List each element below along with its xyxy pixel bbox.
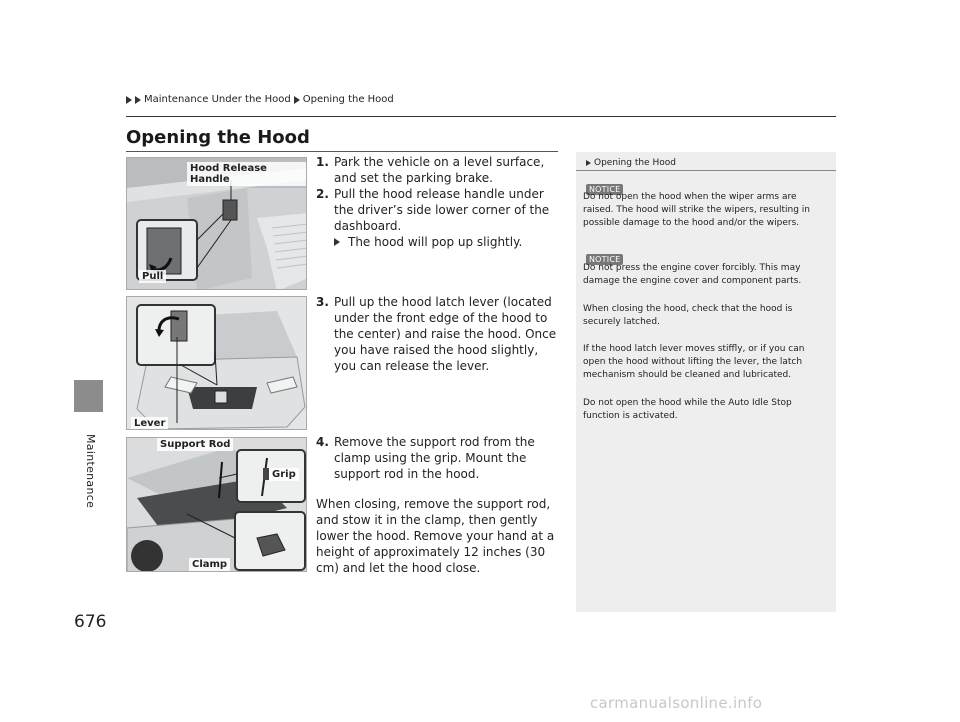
label-grip: Grip	[269, 468, 299, 481]
panel-para-3: Do not open the hood while the Auto Idle Stop function is activated.	[583, 398, 792, 421]
hood-release-illustration	[126, 157, 307, 290]
label-hood-release-handle: Hood Release Handle	[187, 162, 306, 186]
label-lever: Lever	[131, 417, 168, 430]
notice-badge-2: NOTICE	[586, 247, 623, 266]
steps-1-2	[316, 154, 562, 250]
notice-badge-1: NOTICE	[586, 177, 623, 196]
step-4: 4. Remove the support rod from the clamp using the grip. Mount the support rod in the hood.	[316, 435, 535, 481]
page-title: Opening the Hood	[126, 127, 310, 148]
panel-para-1: When closing the hood, check that the hood is securely latched.	[583, 304, 793, 327]
panel-para-2: If the hood latch lever moves stiffly, or if you can open the hood without lifting the lever, the latch mechanism should be cleaned and lubricated.	[583, 344, 805, 380]
step-2: 2. Pull the hood release handle under the driver’s side lower corner of the dashboard.	[316, 187, 550, 233]
label-clamp: Clamp	[189, 558, 230, 571]
notice-text-1: Do not open the hood when the wiper arms are raised. The hood will strike the wipers, resulting in possible damage to the hood and/or the wipers.	[583, 192, 810, 228]
watermark: carmanualsonline.info	[590, 694, 763, 712]
section-label: Maintenance	[84, 434, 97, 509]
step-2-result: The hood will pop up slightly.	[316, 234, 562, 250]
page-number: 676	[74, 612, 107, 632]
label-pull: Pull	[139, 270, 166, 283]
title-rule	[126, 151, 558, 152]
notice-text-2: Do not press the engine cover forcibly. This may damage the engine cover and component parts.	[583, 263, 802, 286]
triangle-icon	[135, 96, 141, 104]
breadcrumb	[126, 94, 394, 105]
closing-instructions: When closing, remove the support rod, and stow it in the clamp, then gently lower the hood. Remove your hand at a height of approximately 12 inches (30 cm) and let the hood close.	[316, 497, 555, 575]
label-support-rod: Support Rod	[157, 438, 233, 451]
step-1: 1. Park the vehicle on a level surface, and set the parking brake.	[316, 155, 545, 185]
step-3: 3. Pull up the hood latch lever (located under the front edge of the hood to the center) and raise the hood. Once you have raised the hood slightly, you can release the lever.	[316, 295, 557, 373]
breadcrumb-item-maintenance[interactable]: Maintenance Under the Hood	[144, 94, 291, 105]
triangle-icon	[126, 96, 132, 104]
car-front-drawing	[127, 297, 307, 430]
hood-latch-illustration	[126, 296, 307, 430]
panel-rule	[576, 170, 836, 171]
support-rod-illustration	[126, 437, 307, 572]
breadcrumb-item-current[interactable]: Opening the Hood	[302, 94, 394, 105]
header-rule	[126, 116, 836, 117]
engine-bay-drawing	[127, 438, 307, 572]
result-arrow-icon	[334, 234, 348, 250]
reference-icon	[586, 160, 591, 166]
triangle-icon	[294, 96, 300, 104]
panel-heading: Opening the Hood	[586, 158, 676, 168]
section-tab	[74, 380, 103, 412]
